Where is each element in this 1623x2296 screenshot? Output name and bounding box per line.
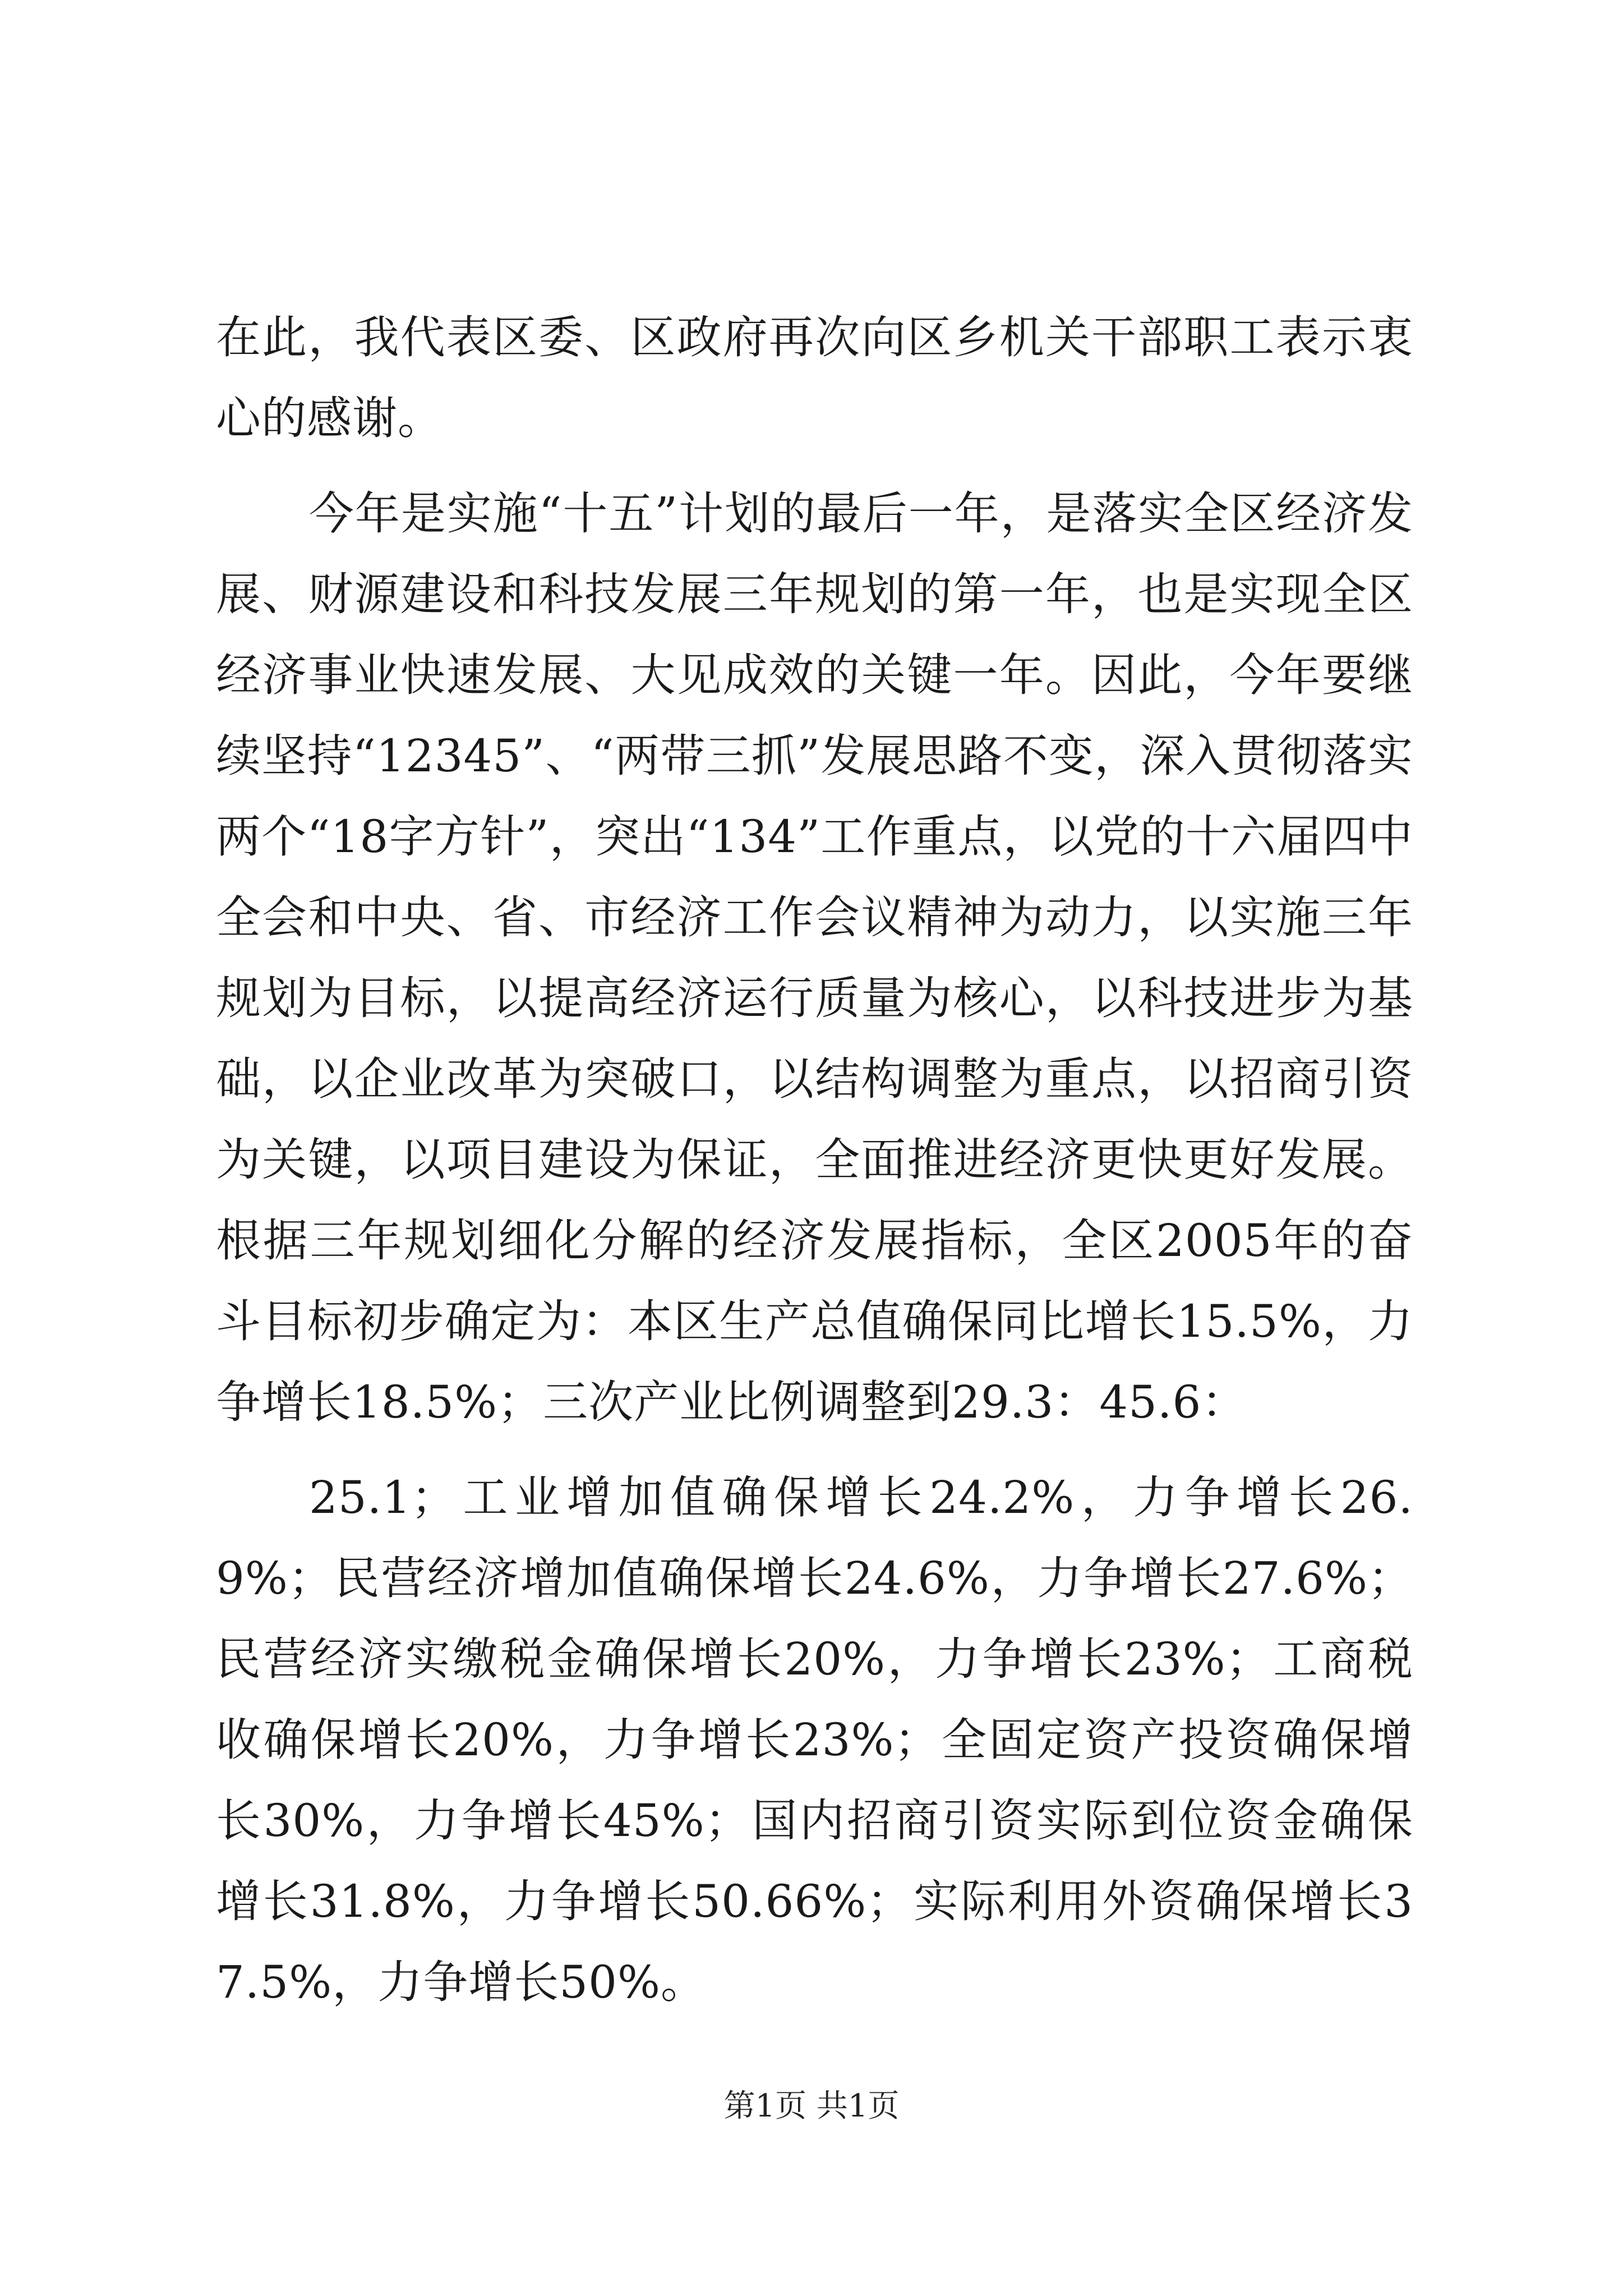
page-footer: 第1页 共1页	[723, 2088, 900, 2124]
paragraph-3: 25.1；工业增加值确保增长24.2%，力争增长26.9%；民营经济增加值确保增长24.6%，力争增长27.6%；民营经济实缴税金确保增长20%，力争增长23%；工商税收确保增长20%，力争增长23%；全固定资产投资确保增长30%，力争增长45%；国内招商引资实际到位资金确保增长31.8%，力争增长50.66%；实际利用外资确保增长37.5%，力争增长50%。	[216, 1471, 1413, 2008]
document-body	[216, 297, 1413, 2023]
paragraph-1: 在此，我代表区委、区政府再次向区乡机关干部职工表示衷心的感谢。	[216, 311, 1413, 444]
paragraph-2: 今年是实施“十五”计划的最后一年，是落实全区经济发展、财源建设和科技发展三年规划的第一年，也是实现全区经济事业快速发展、大见成效的关键一年。因此，今年要继续坚持“12345”、“两带三抓”发展思路不变，深入贯彻落实两个“18字方针”，突出“134”工作重点，以党的十六届四中全会和中央、省、市经济工作会议精神为动力，以实施三年规划为目标，以提高经济运行质量为核心，以科技进步为基础，以企业改革为突破口，以结构调整为重点，以招商引资为关键，以项目建设为保证，全面推进经济更快更好发展。根据三年规划细化分解的经济发展指标，全区2005年的奋斗目标初步确定为：本区生产总值确保同比增长15.5%，力争增长18.5%；三次产业比例调整到29.3：45.6：	[216, 487, 1413, 1428]
